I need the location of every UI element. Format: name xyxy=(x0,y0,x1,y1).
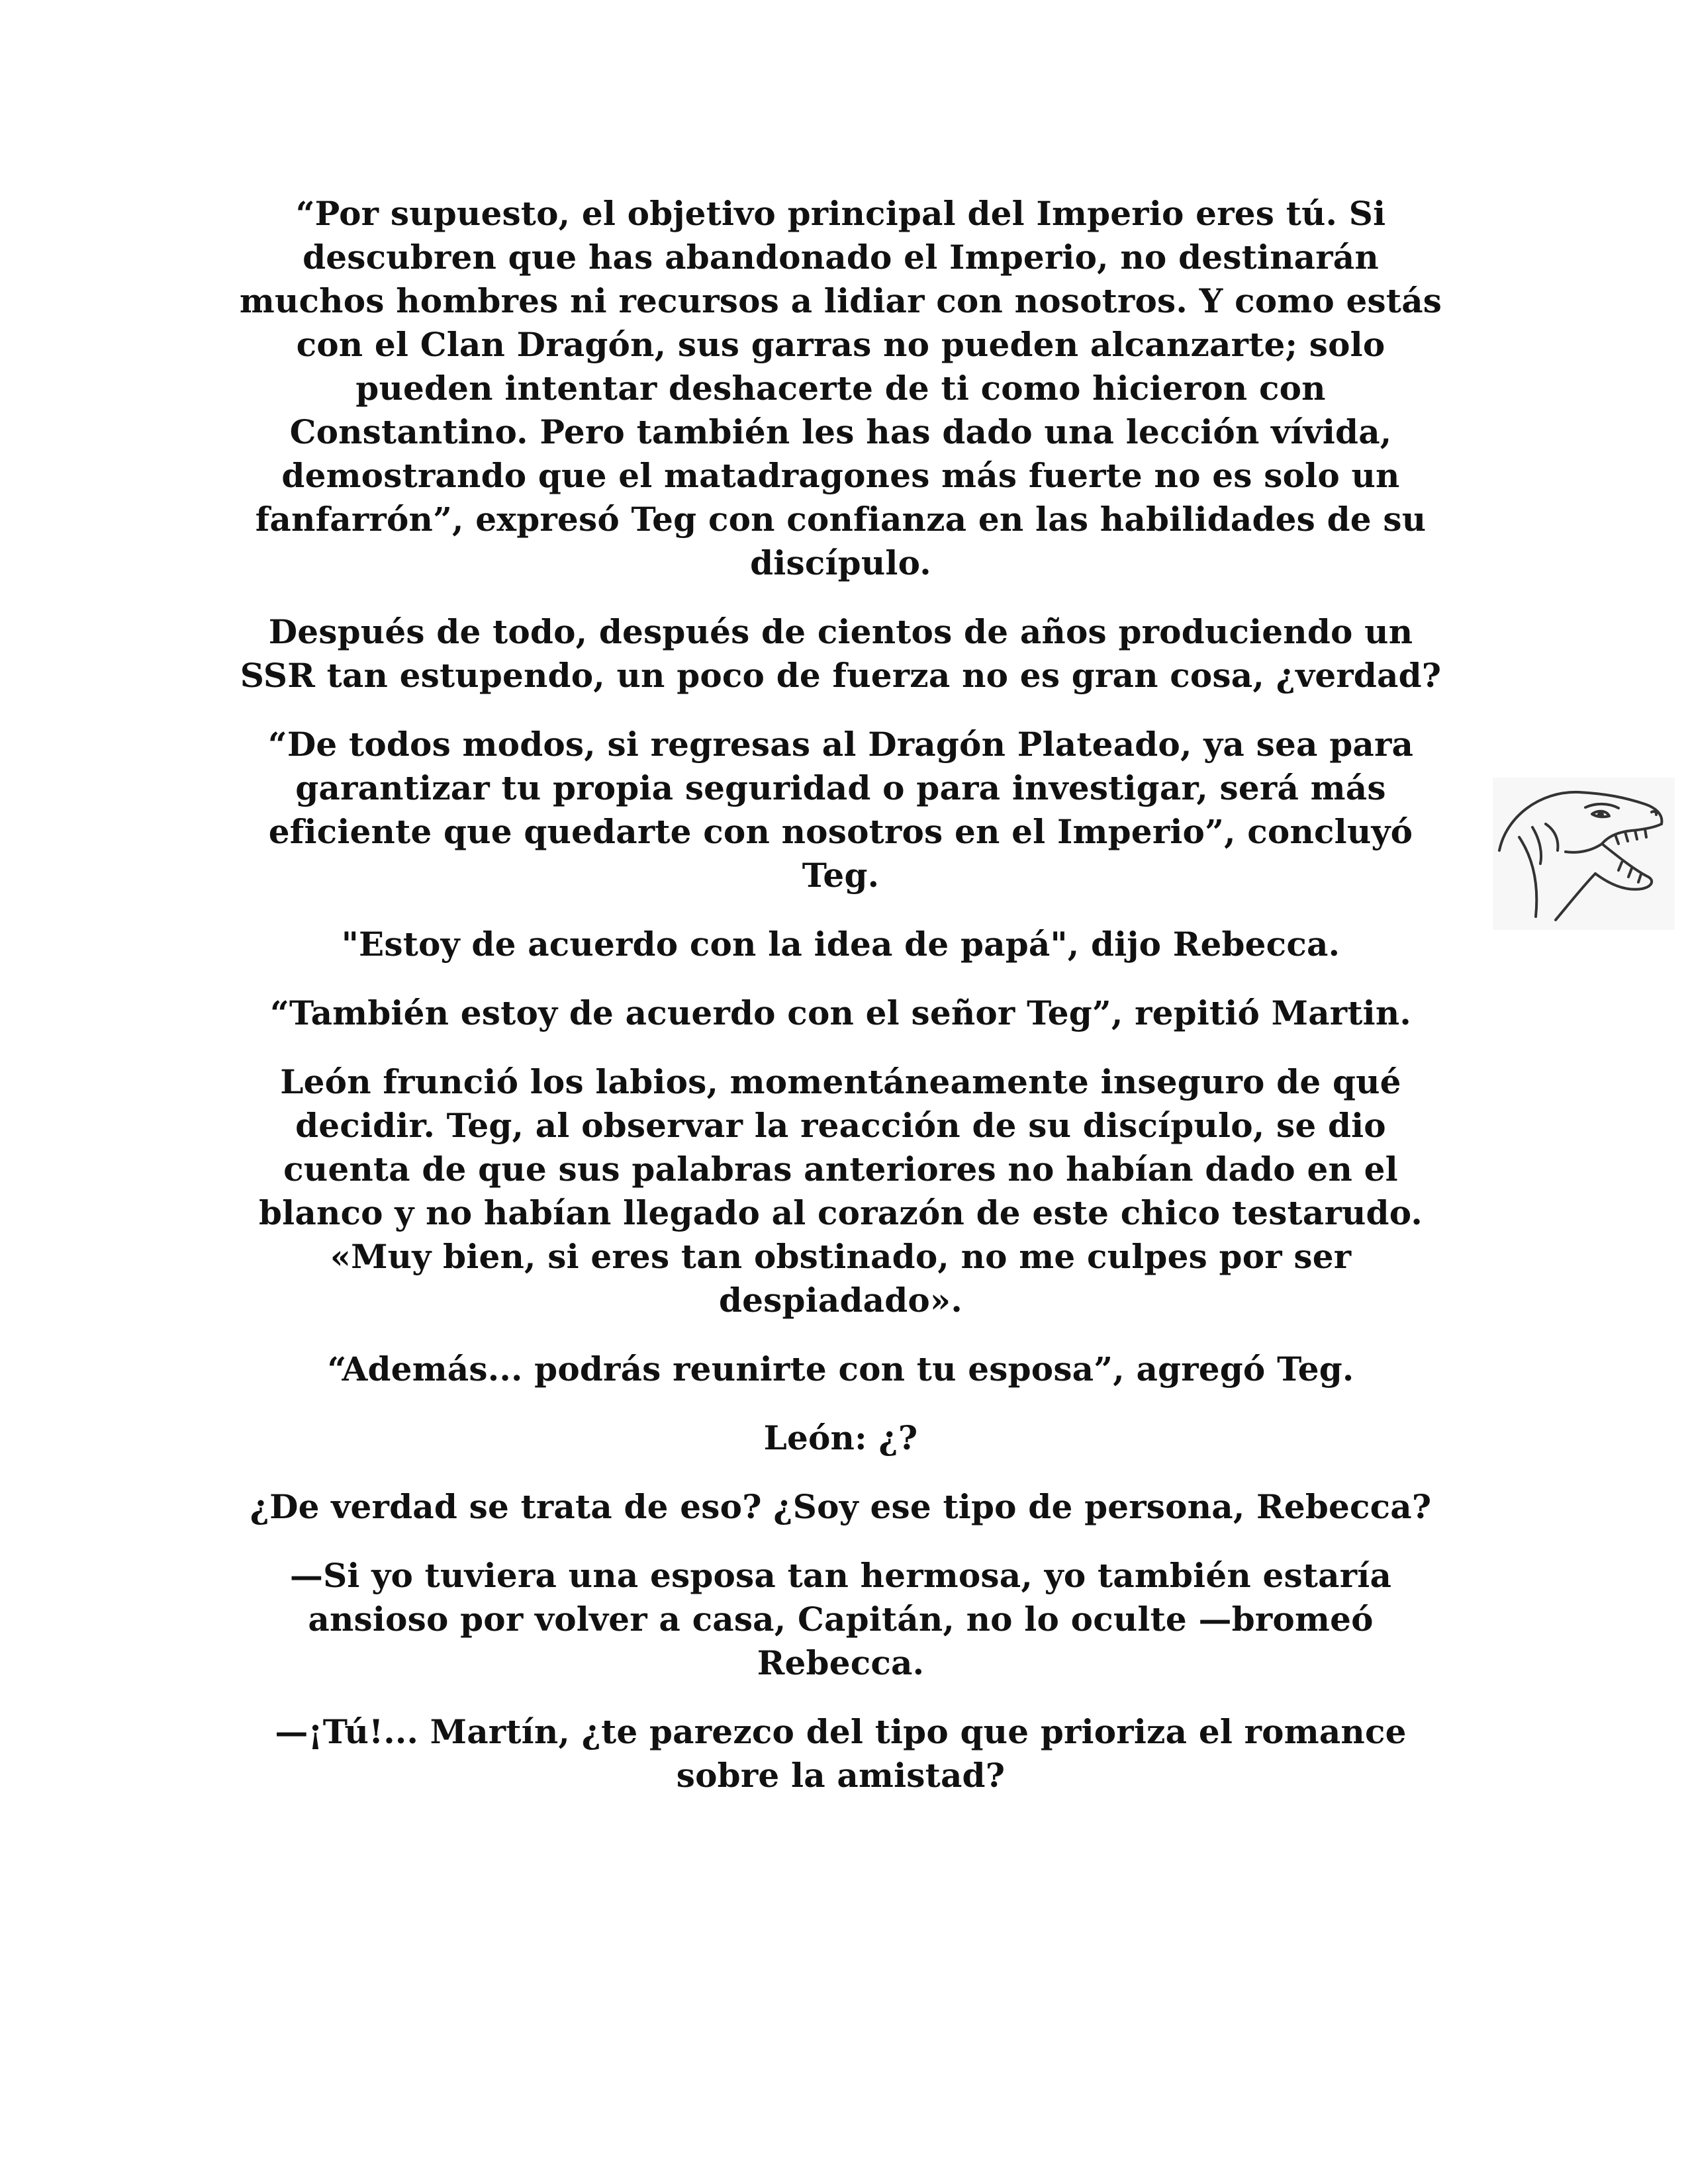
paragraph-4: "Estoy de acuerdo con la idea de papá", dijo Rebecca. xyxy=(341,925,1340,964)
paragraph-11: —¡Tú!... Martín, ¿te parezco del tipo que prioriza el romance sobre la amistad? xyxy=(275,1712,1407,1795)
paragraph-1: “Por supuesto, el objetivo principal del Imperio eres tú. Si descubren que has abandonado el Imperio, no destinarán muchos hombres ni recursos a lidiar con nosotros. Y como estás con el Clan Dragón, sus garras no pueden alcanzarte; solo pueden intentar deshacerte de ti como hicieron con Constantino. Pero también les has dado una lección vívida, demostrando que el matadragones más fuerte no es solo un fanfarrón”, expresó Teg con confianza en las habilidades de su discípulo. xyxy=(239,194,1442,582)
dinosaur-head-sketch-icon xyxy=(1493,778,1675,930)
paragraph-5: “También estoy de acuerdo con el señor Teg”, repitió Martin. xyxy=(269,993,1411,1032)
paragraph-8: León: ¿? xyxy=(763,1418,918,1457)
paragraph-6: León frunció los labios, momentáneamente inseguro de qué decidir. Teg, al observar la reacción de su discípulo, se dio cuenta de que sus palabras anteriores no habían dado en el blanco y no habían llegado al corazón de este chico testarudo. «Muy bien, si eres tan obstinado, no me culpes por ser despiadado». xyxy=(259,1062,1423,1320)
document-body xyxy=(232,192,1450,1823)
paragraph-2: Después de todo, después de cientos de años produciendo un SSR tan estupendo, un poco de fuerza no es gran cosa, ¿verdad? xyxy=(240,612,1442,695)
paragraph-10: —Si yo tuviera una esposa tan hermosa, yo también estaría ansioso por volver a casa, Capitán, no lo oculte —bromeó Rebecca. xyxy=(289,1556,1392,1682)
paragraph-9: ¿De verdad se trata de eso? ¿Soy ese tipo de persona, Rebecca? xyxy=(250,1487,1432,1526)
paragraph-7: “Además... podrás reunirte con tu esposa”, agregó Teg. xyxy=(327,1349,1354,1388)
paragraph-3: “De todos modos, si regresas al Dragón Plateado, ya sea para garantizar tu propia seguridad o para investigar, será más eficiente que quedarte con nosotros en el Imperio”, concluyó Teg. xyxy=(267,725,1414,895)
